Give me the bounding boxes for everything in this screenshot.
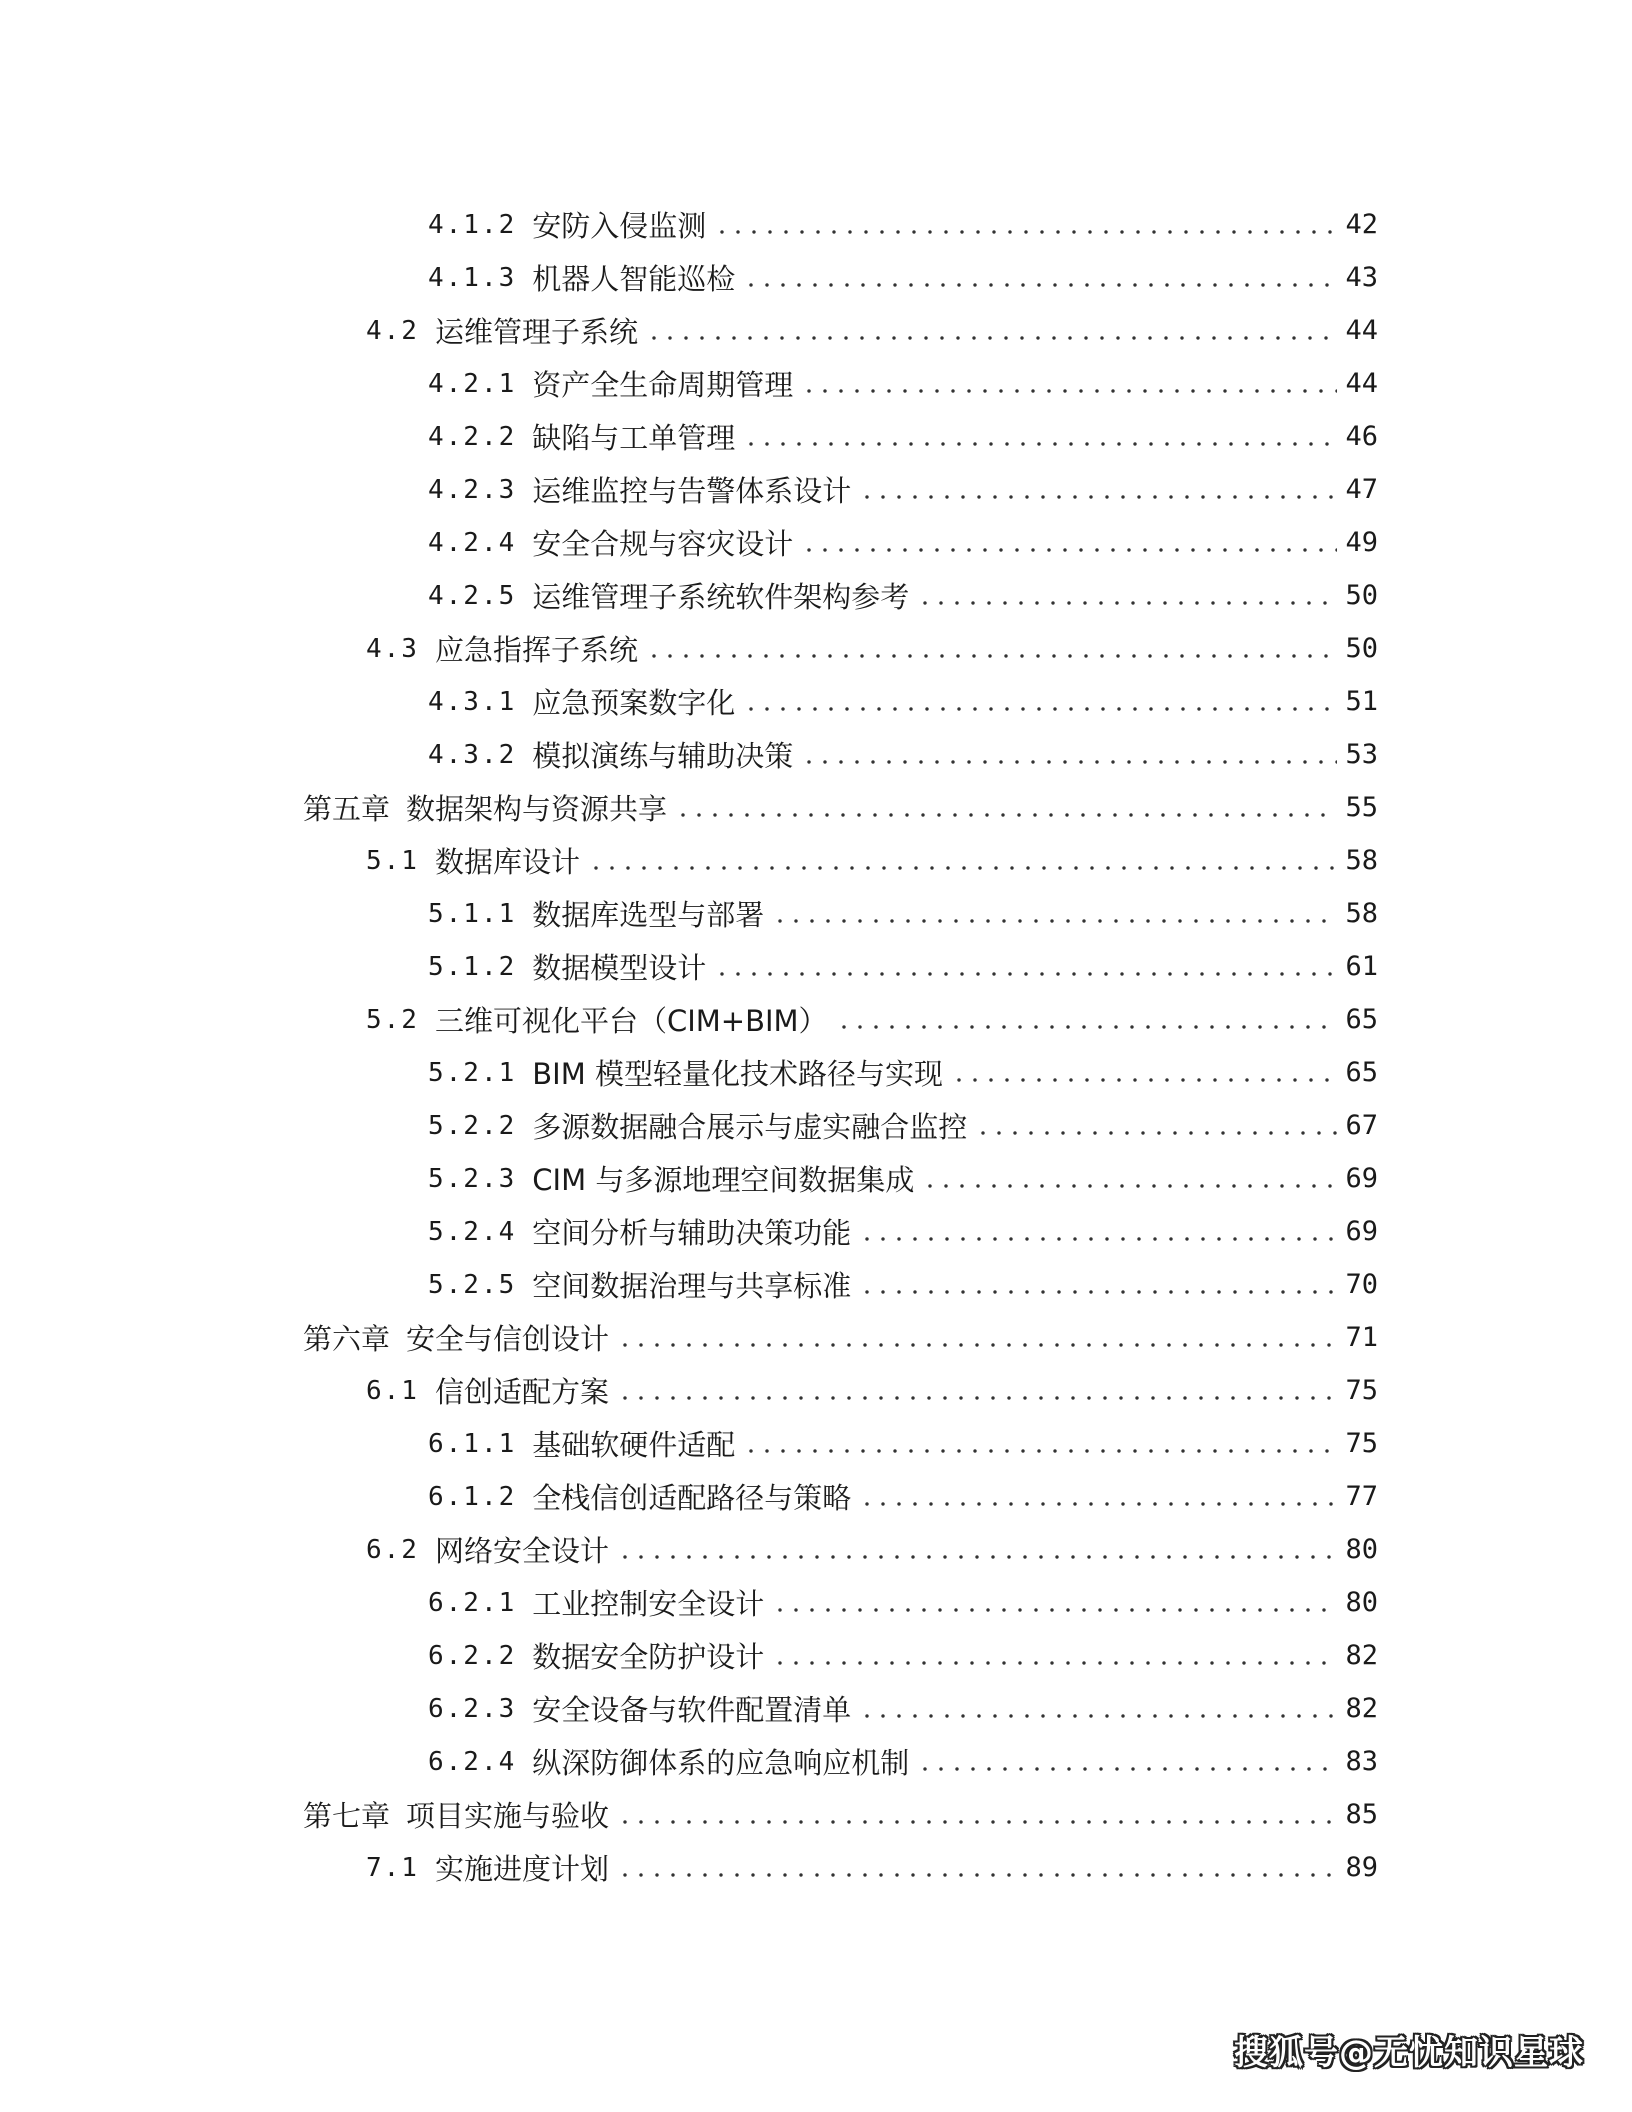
toc-entry-number: 4.2 [366,315,419,346]
dot-leader [917,601,1337,605]
toc-entry-page-number: 82 [1345,1640,1378,1671]
toc-entry-title: 纵深防御体系的应急响应机制 [532,1746,910,1780]
toc-entry-title: BIM 模型轻量化技术路径与实现 [532,1057,943,1091]
toc-entry-page-number: 89 [1345,1852,1378,1883]
toc-entry-number: 5.2.1 [428,1057,517,1088]
toc-entry-number: 4.2.5 [428,580,517,611]
toc-entry-page-number: 53 [1345,739,1378,770]
toc-entry[interactable] [0,1364,1632,1417]
toc-entry[interactable] [0,1099,1632,1152]
toc-entry[interactable] [0,728,1632,781]
toc-entry-title: 机器人智能巡检 [532,262,736,296]
dot-leader [646,654,1338,658]
toc-entry[interactable] [0,1258,1632,1311]
toc-entry[interactable] [0,569,1632,622]
dot-leader [859,495,1337,499]
dot-leader [743,707,1337,711]
toc-entry-page-number: 61 [1345,951,1378,982]
dot-leader [917,1767,1337,1771]
toc-entry-number: 第七章 [303,1799,391,1833]
toc-entry[interactable] [0,1417,1632,1470]
toc-entry-page-number: 58 [1345,898,1378,929]
toc-entry-page-number: 49 [1345,527,1378,558]
toc-entry-page-number: 46 [1345,421,1378,452]
toc-entry-page-number: 65 [1345,1004,1378,1035]
toc-entry-number: 5.2 [366,1004,419,1035]
toc-entry-number: 6.1 [366,1375,419,1406]
toc-entry[interactable] [0,410,1632,463]
dot-leader [617,1343,1337,1347]
toc-entry-page-number: 50 [1345,580,1378,611]
toc-entry-page-number: 47 [1345,474,1378,505]
toc-entry[interactable] [0,622,1632,675]
toc-entry-page-number: 85 [1345,1799,1378,1830]
toc-entry-page-number: 69 [1345,1216,1378,1247]
dot-leader [743,283,1337,287]
toc-entry[interactable] [0,1788,1632,1841]
toc-entry[interactable] [0,940,1632,993]
dot-leader [743,1449,1337,1453]
toc-entry[interactable] [0,1841,1632,1894]
toc-entry-number: 6.2.1 [428,1587,517,1618]
toc-entry-page-number: 67 [1345,1110,1378,1141]
dot-leader [836,1025,1338,1029]
toc-entry-number: 5.2.3 [428,1163,517,1194]
toc-entry-number: 4.3.1 [428,686,517,717]
toc-entry-title: 数据模型设计 [532,951,707,985]
toc-entry-number: 4.2.3 [428,474,517,505]
toc-entry-number: 6.2 [366,1534,419,1565]
toc-entry-number: 5.2.4 [428,1216,517,1247]
dot-leader [743,442,1337,446]
toc-entry-title: 运维监控与告警体系设计 [532,474,852,508]
dot-leader [617,1396,1338,1400]
toc-entry-number: 6.1.1 [428,1428,517,1459]
toc-entry[interactable] [0,1152,1632,1205]
toc-entry-number: 4.2.2 [428,421,517,452]
dot-leader [714,972,1337,976]
toc-entry-title: 安防入侵监测 [532,209,707,243]
dot-leader [951,1078,1338,1082]
toc-entry-title: 安全与信创设计 [406,1322,610,1356]
table-of-contents [0,198,1632,1894]
toc-entry[interactable] [0,251,1632,304]
toc-entry-number: 4.2.1 [428,368,517,399]
toc-entry[interactable] [0,1576,1632,1629]
dot-leader [772,1661,1337,1665]
toc-entry-number: 第六章 [303,1322,391,1356]
toc-entry-number: 第五章 [303,792,391,826]
dot-leader [922,1184,1337,1188]
dot-leader [859,1502,1337,1506]
toc-entry-number: 5.1.1 [428,898,517,929]
toc-entry-number: 4.3.2 [428,739,517,770]
dot-leader [714,230,1337,234]
toc-entry[interactable] [0,1470,1632,1523]
toc-entry-title: 数据安全防护设计 [532,1640,765,1674]
toc-entry-page-number: 71 [1345,1322,1378,1353]
toc-entry-title: CIM 与多源地理空间数据集成 [532,1163,915,1197]
toc-entry-title: 网络安全设计 [434,1534,609,1568]
toc-entry-number: 5.2.5 [428,1269,517,1300]
toc-entry-title: 安全设备与软件配置清单 [532,1693,852,1727]
toc-entry-page-number: 75 [1345,1375,1378,1406]
toc-entry[interactable] [0,1046,1632,1099]
dot-leader [617,1555,1338,1559]
toc-entry-page-number: 69 [1345,1163,1378,1194]
toc-entry[interactable] [0,781,1632,834]
dot-leader [801,548,1337,552]
toc-entry-title: 资产全生命周期管理 [532,368,794,402]
toc-entry-title: 多源数据融合展示与虚实融合监控 [532,1110,968,1144]
toc-entry-number: 6.2.2 [428,1640,517,1671]
toc-entry-number: 4.1.3 [428,262,517,293]
toc-entry-title: 缺陷与工单管理 [532,421,736,455]
toc-entry[interactable] [0,1682,1632,1735]
toc-entry-title: 工业控制安全设计 [532,1587,765,1621]
toc-entry-number: 5.1.2 [428,951,517,982]
toc-entry[interactable] [0,1523,1632,1576]
toc-entry-title: 数据库选型与部署 [532,898,765,932]
toc-entry-page-number: 44 [1345,315,1378,346]
dot-leader [675,813,1337,817]
toc-entry-page-number: 80 [1345,1587,1378,1618]
toc-entry[interactable] [0,516,1632,569]
toc-entry-page-number: 43 [1345,262,1378,293]
toc-entry-number: 4.2.4 [428,527,517,558]
toc-entry-number: 6.2.4 [428,1746,517,1777]
toc-entry[interactable] [0,1735,1632,1788]
toc-entry-page-number: 51 [1345,686,1378,717]
toc-entry-title: 空间分析与辅助决策功能 [532,1216,852,1250]
toc-entry-page-number: 70 [1345,1269,1378,1300]
toc-entry-page-number: 75 [1345,1428,1378,1459]
toc-entry-page-number: 44 [1345,368,1378,399]
dot-leader [859,1237,1337,1241]
toc-entry-page-number: 42 [1345,209,1378,240]
toc-entry[interactable] [0,834,1632,887]
toc-entry-title: 项目实施与验收 [406,1799,610,1833]
toc-entry-number: 4.1.2 [428,209,517,240]
toc-entry[interactable] [0,993,1632,1046]
toc-entry[interactable] [0,887,1632,940]
toc-entry-page-number: 65 [1345,1057,1378,1088]
dot-leader [617,1820,1337,1824]
dot-leader [801,760,1337,764]
toc-entry-title: 基础软硬件适配 [532,1428,736,1462]
toc-entry-title: 安全合规与容灾设计 [532,527,794,561]
toc-entry-page-number: 82 [1345,1693,1378,1724]
toc-entry[interactable] [0,1311,1632,1364]
dot-leader [646,336,1338,340]
dot-leader [859,1290,1337,1294]
toc-entry[interactable] [0,1205,1632,1258]
dot-leader [772,919,1337,923]
toc-entry-page-number: 77 [1345,1481,1378,1512]
toc-entry[interactable] [0,304,1632,357]
toc-entry-number: 4.3 [366,633,419,664]
toc-entry[interactable] [0,357,1632,410]
toc-entry[interactable] [0,675,1632,728]
toc-entry-title: 空间数据治理与共享标准 [532,1269,852,1303]
toc-entry-number: 6.1.2 [428,1481,517,1512]
toc-entry-title: 应急预案数字化 [532,686,736,720]
toc-entry-page-number: 83 [1345,1746,1378,1777]
toc-entry[interactable] [0,198,1632,251]
toc-entry-title: 实施进度计划 [434,1852,609,1886]
toc-entry[interactable] [0,463,1632,516]
toc-entry-page-number: 50 [1345,633,1378,664]
dot-leader [801,389,1337,393]
toc-entry-title: 运维管理子系统 [434,315,638,349]
toc-entry-page-number: 80 [1345,1534,1378,1565]
watermark: 搜狐号@无忧知识星球 [1234,2033,1584,2073]
toc-entry-title: 三维可视化平台（CIM+BIM） [434,1004,828,1038]
toc-entry[interactable] [0,1629,1632,1682]
dot-leader [859,1714,1337,1718]
dot-leader [772,1608,1337,1612]
toc-entry-number: 5.2.2 [428,1110,517,1141]
toc-entry-title: 模拟演练与辅助决策 [532,739,794,773]
toc-entry-title: 数据库设计 [434,845,580,879]
toc-entry-title: 运维管理子系统软件架构参考 [532,580,910,614]
toc-entry-title: 数据架构与资源共享 [406,792,668,826]
toc-entry-page-number: 55 [1345,792,1378,823]
toc-entry-number: 6.2.3 [428,1693,517,1724]
dot-leader [588,866,1338,870]
toc-entry-page-number: 58 [1345,845,1378,876]
toc-entry-title: 信创适配方案 [434,1375,609,1409]
toc-entry-title: 全栈信创适配路径与策略 [532,1481,852,1515]
toc-entry-number: 5.1 [366,845,419,876]
toc-entry-title: 应急指挥子系统 [434,633,638,667]
dot-leader [975,1131,1337,1135]
dot-leader [617,1873,1338,1877]
toc-entry-number: 7.1 [366,1852,419,1883]
